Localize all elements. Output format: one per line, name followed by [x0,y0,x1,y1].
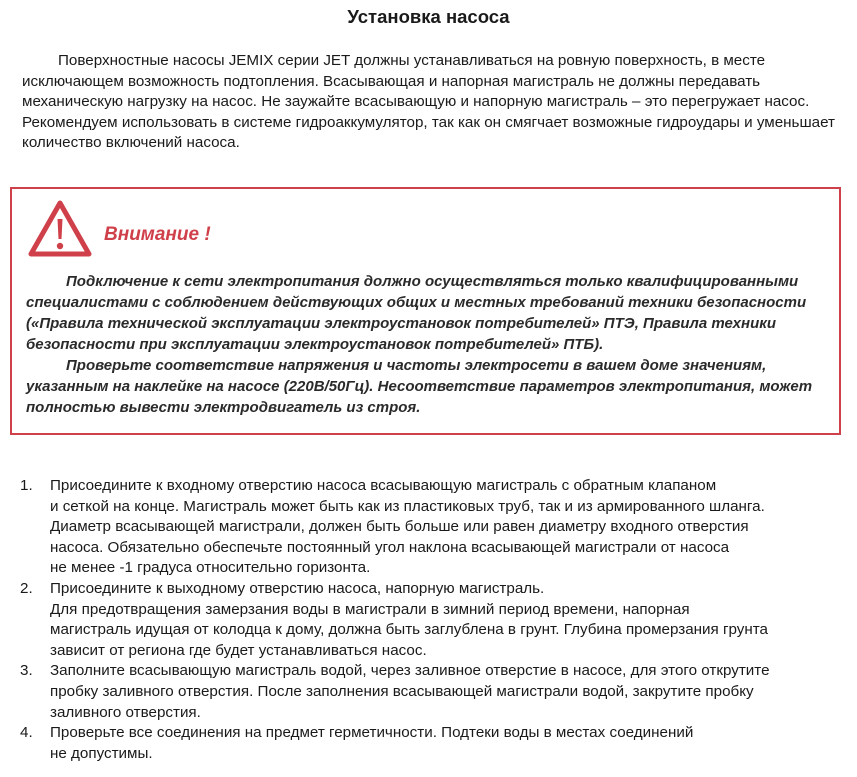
warning-paragraph: Подключение к сети электропитания должно осуществляться только квалифицированными специалистами с соблюдением действующих общих и местных требований техники безопасности («Правила технической эксплуатации электроустановок потребителей» ПТЭ, Правила техники безопасности при эксплуатации электроустановок потребителей» ПТБ). [26,273,807,353]
list-item [20,579,850,661]
step-text-line: заливного отверстия. [50,703,201,721]
warning-body [26,271,826,418]
step-text-line: насоса. Обязательно обеспечьте постоянный угол наклона всасывающей магистрали от насоса [50,538,730,556]
warning-paragraph: Проверьте соответствие напряжения и частоты электросети в вашем доме значениям, указанным на наклейке на насосе (220В/50Гц). Несоответствие параметров электропитания, может полностью вывести электродвигатель из строя. [26,357,813,416]
page-title: Установка насоса [347,6,510,27]
step-number: 1. [20,477,33,494]
step-text-line: Присоедините к выходному отверстию насоса, напорную магистраль. [50,579,545,597]
step-text-line: магистраль идущая от колодца к дому, должна быть заглублена в грунт. Глубина промерзания грунта [50,621,768,639]
step-text-line: не менее -1 градуса относительно горизонта. [50,559,371,577]
warning-triangle-icon [27,199,93,259]
list-item [20,476,850,579]
step-text-line: и сеткой на конце. Магистраль может быть как из пластиковых труб, так и из армированного шланга. [50,497,765,515]
step-text-line: зависит от региона где будет устанавливаться насос. [50,641,427,659]
installation-steps [20,476,850,764]
step-text-line: Диаметр всасывающей магистрали, должен быть больше или равен диаметру входного отверстия [50,518,749,536]
step-number: 2. [20,579,33,597]
step-text-line: пробку заливного отверстия. После заполнения всасывающей магистрали водой, закрутите пробку [50,682,754,700]
step-text-line: Для предотвращения замерзания воды в магистрали в зимний период времени, напорная [50,600,690,618]
warning-title: Внимание ! [104,224,211,245]
step-text-line: Присоедините к входному отверстию насоса всасывающую магистраль с обратным клапаном [50,477,717,494]
step-number: 4. [20,724,33,742]
step-text-line: Проверьте все соединения на предмет герметичности. Подтеки воды в местах соединений [50,724,694,742]
step-text-line: не допустимы. [50,744,153,762]
list-item [20,661,850,723]
step-number: 3. [20,662,33,680]
intro-paragraph: Поверхностные насосы JEMIX серии JET должны устанавливаться на ровную поверхность, в месте исключающем возможность подтопления. Всасывающая и напорная магистраль не должны передавать механическую нагрузку на насос. Не заужайте всасывающую и напорную магистраль – это перегружает насос. Рекомендуем использовать в системе гидроаккумулятор, так как он смягчает возможные гидроудары и уменьшает количество включений насоса. [22,52,835,152]
warning-box [10,187,841,435]
list-item [20,723,850,764]
step-text-line: Заполните всасывающую магистраль водой, через заливное отверстие в насосе, для этого открутите [50,662,770,680]
